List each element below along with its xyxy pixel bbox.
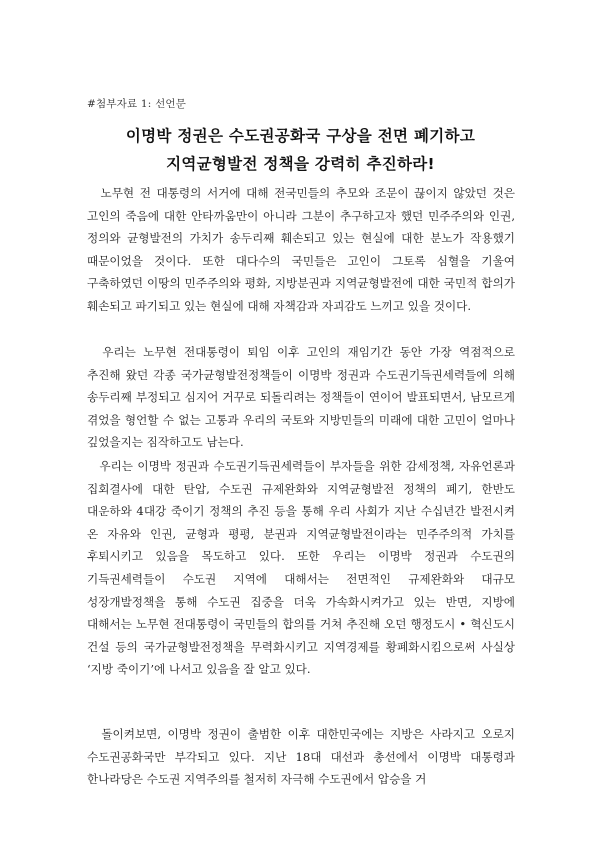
paragraph-2: 우리는 노무현 전대통령이 퇴임 이후 고인의 재임기간 동안 가장 역점적으로 추진해 왔던 각종 국가균형발전정책들이 이명박 정권과 수도권기득권세력들에 의해 송두리째 부정되고 심지어 거꾸로 되돌리려는 정책들이 연이어 발표되면서, 남모르게 겪었을 형언할 수 없는 고통과 우리의 국토와 지방민들의 미래에 대한 고민이 얼마나 깊었을지는 짐작하고도 남는다.	[87, 345, 515, 450]
paragraph-4: 돌이켜보면, 이명박 정권이 출범한 이후 대한민국에는 지방은 사라지고 오로지 수도권공화국만 부각되고 있다. 지난 18대 대선과 총선에서 이명박 대통령과 한나라당은 수도권 지역주의를 철저히 자극해 수도권에서 압승을 거	[87, 727, 515, 787]
paragraph-1: 노무현 전 대통령의 서거에 대해 전국민들의 추모와 조문이 끊이지 않았던 것은 고인의 죽음에 대한 안타까움만이 아니라 그분이 추구하고자 했던 민주주의와 인권, 정의와 균형발전의 가치가 송두리째 훼손되고 있는 현실에 대한 분노가 작용했기 때문이었을 것이다. 또한 대다수의 국민들은 고인이 그토록 심혈을 기울여 구축하였던 이땅의 민주주의와 평화, 지방분권과 지역균형발전에 대한 국민적 합의가 훼손되고 파기되고 있는 현실에 대해 자책감과 자괴감도 느끼고 있을 것이다.	[87, 186, 515, 313]
title-line-1: 이명박 정권은 수도권공화국 구상을 전면 폐기하고	[125, 127, 476, 145]
title-line-2: 지역균형발전 정책을 강력히 추진하라!	[166, 155, 435, 173]
paragraph-3: 우리는 이명박 정권과 수도권기득권세력들이 부자들을 위한 감세정책, 자유언론과 집회결사에 대한 탄압, 수도권 규제완화와 지역균형발전 정책의 폐기, 한반도 대운하와 4대강 죽이기 정책의 추진 등을 통해 우리 사회가 지난 수십년간 발전시켜 온 자유와 인권, 균형과 평평, 분권과 지역균형발전이라는 민주주의적 가치를 후퇴시키고 있음을 목도하고 있다. 또한 우리는 이명박 정권과 수도권의 기득권세력들이 수도권 지역에 대해서는 전면적인 규제완화와 대규모 성장개발정책을 통해 수도권 집중을 더욱 가속화시켜가고 있는 반면, 지방에 대해서는 노무현 전대통령이 국민들의 합의를 거쳐 추진해 오던 행정도시 • 혁신도시 건설 등의 국가균형발전정책을 무력화시키고 지역경제를 황폐화시킴으로써 사실상 ‘지방 죽이기’에 나서고 있음을 잘 알고 있다.	[87, 459, 515, 677]
attachment-label: #첨부자료 1: 선언문	[87, 98, 187, 110]
